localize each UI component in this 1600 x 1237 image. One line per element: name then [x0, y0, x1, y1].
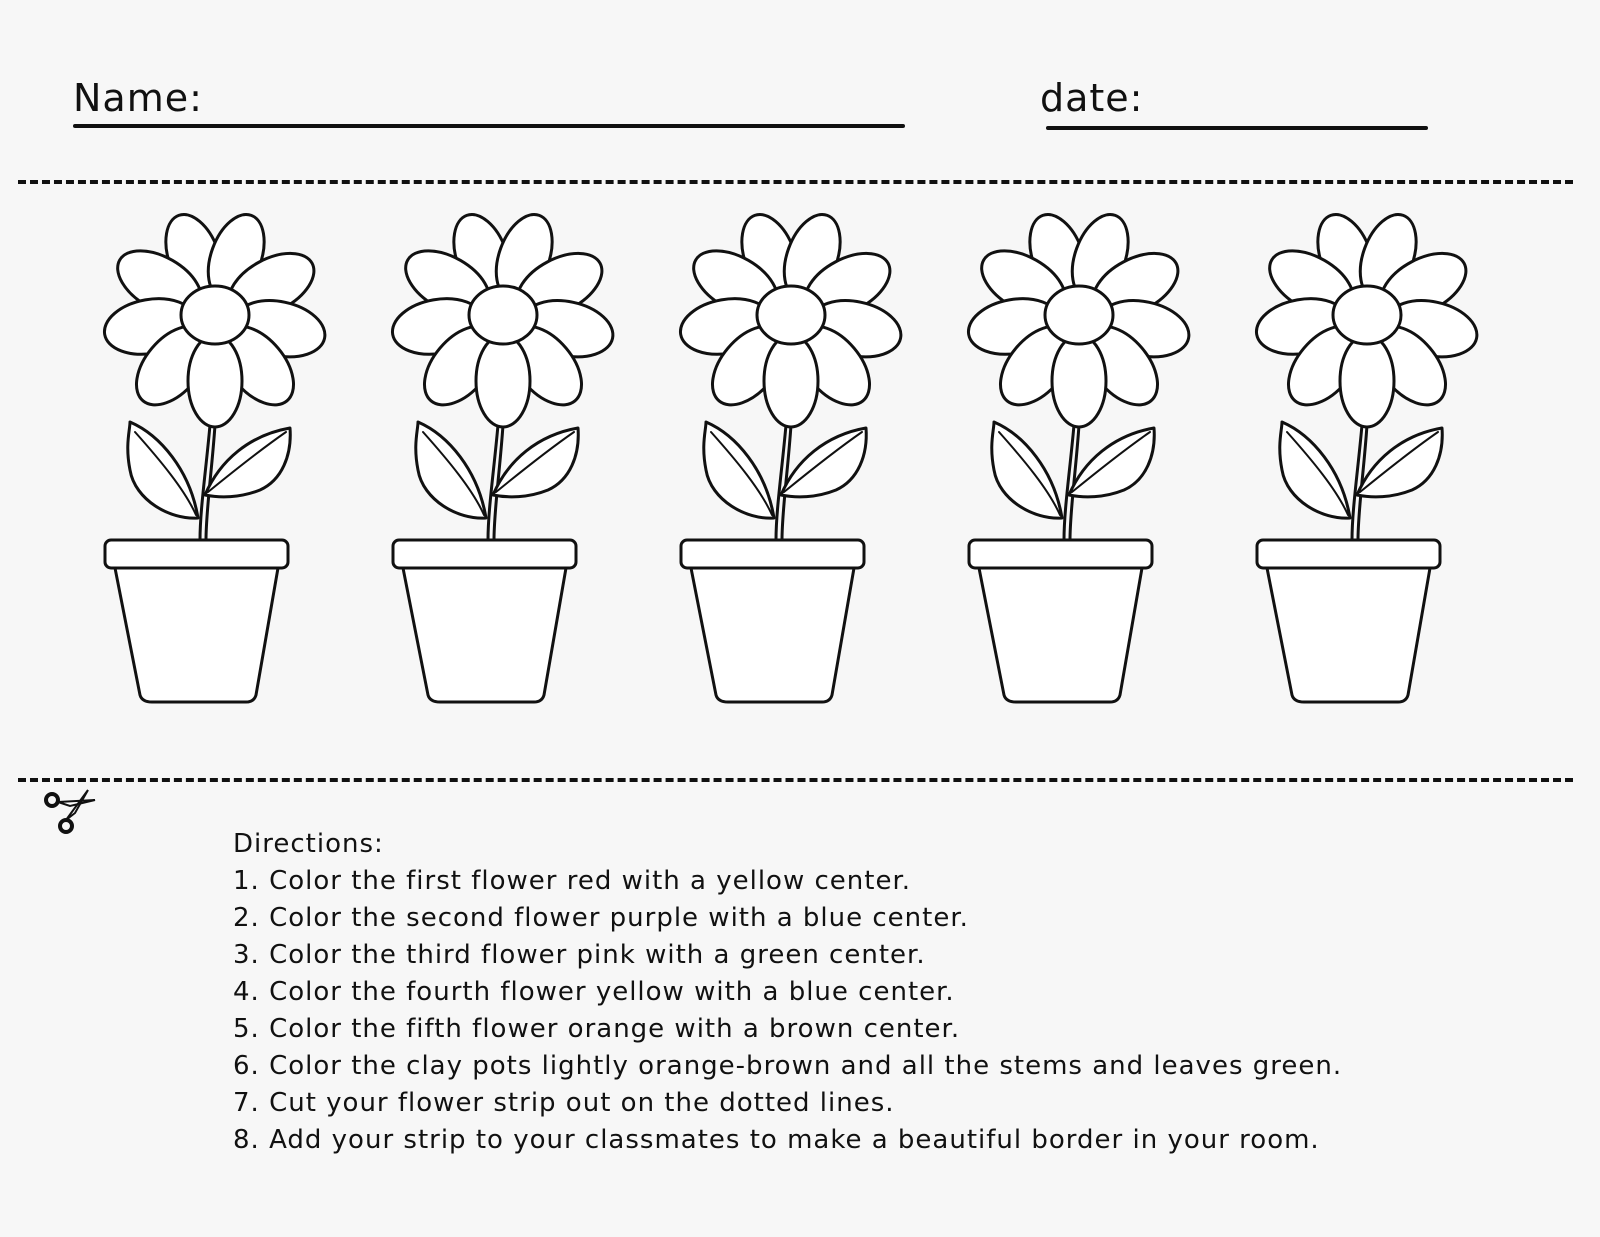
cut-line-bottom: [18, 778, 1573, 782]
date-label: date:: [1040, 76, 1144, 120]
cut-line-top: [18, 180, 1573, 184]
flower-5: [1252, 207, 1482, 702]
direction-item: 2. Color the second flower purple with a blue center.: [233, 903, 969, 933]
direction-item: 1. Color the first flower red with a yellow center.: [233, 866, 912, 896]
direction-item: 4. Color the fourth flower yellow with a blue center.: [233, 977, 955, 1007]
direction-item: 5. Color the fifth flower orange with a brown center.: [233, 1014, 961, 1044]
directions-title: Directions:: [233, 829, 384, 859]
flower-4: [964, 207, 1194, 702]
flower-1: [100, 207, 330, 702]
name-label: Name:: [73, 76, 203, 120]
direction-item: 7. Cut your flower strip out on the dotted lines.: [233, 1088, 895, 1118]
direction-item: 3. Color the third flower pink with a green center.: [233, 940, 926, 970]
date-line[interactable]: [1046, 126, 1428, 130]
name-line[interactable]: [73, 124, 905, 128]
direction-item: 8. Add your strip to your classmates to make a beautiful border in your room.: [233, 1125, 1320, 1155]
flower-strip: [0, 200, 1600, 740]
scissors-icon: [40, 788, 100, 838]
flower-3: [676, 207, 906, 702]
flower-2: [388, 207, 618, 702]
directions: [233, 826, 1342, 1159]
direction-item: 6. Color the clay pots lightly orange-brown and all the stems and leaves green.: [233, 1051, 1343, 1081]
